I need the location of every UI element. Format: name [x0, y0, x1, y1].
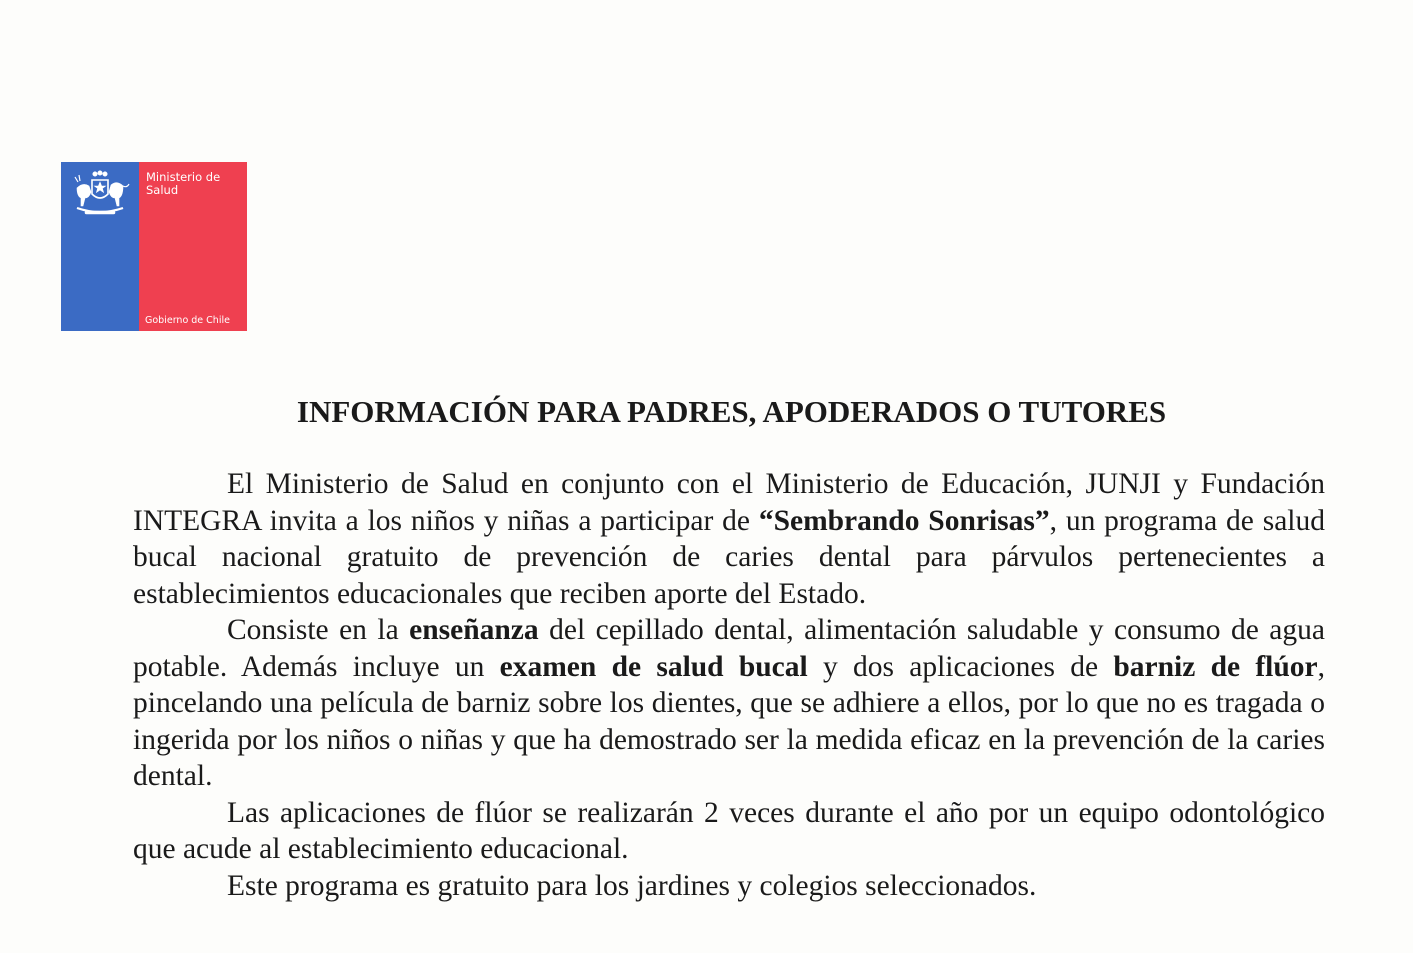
paragraph-2-bold-b: examen de salud bucal: [499, 650, 808, 683]
paragraph-3: Las aplicaciones de flúor se realizarán 2 veces durante el año por un equipo odontológico que acude al establecimiento educacional.: [133, 796, 1325, 865]
paragraph-2-bold-a: enseñanza: [409, 614, 539, 646]
logo-title-line1: Ministerio de: [146, 170, 221, 184]
logo-title-line2: Salud: [146, 183, 179, 197]
logo-footer: Gobierno de Chile: [145, 315, 230, 326]
paragraph-2-text-b: del cepillado dental, alimentación saludable y consumo de agua potable. Además incluye un: [133, 614, 1325, 683]
paragraph-2: [133, 612, 1325, 795]
logo-red-panel: [139, 162, 247, 331]
paragraph-2-text-d: , pincelando una película de barniz sobre los dientes, que se adhiere a ellos, por lo que no es tragada o ingerida por los niños o niñas y que ha demostrado ser la medida eficaz en la prevención de la caries dental.: [133, 650, 1326, 792]
chile-coat-of-arms-icon: [67, 168, 131, 218]
ministerio-salud-logo: [61, 162, 247, 331]
paragraph-4: Este programa es gratuito para los jardines y colegios seleccionados.: [227, 869, 1037, 902]
logo-title: [146, 171, 220, 197]
document-title: INFORMACIÓN PARA PADRES, APODERADOS O TUTORES: [296, 394, 1167, 429]
logo-blue-panel: [61, 162, 139, 331]
paragraph-2-bold-c: barniz de flúor: [1113, 650, 1318, 683]
paragraph-1: [133, 466, 1325, 612]
paragraph-2-text-a: Consiste en la: [227, 614, 410, 646]
paragraph-1-text-a: El Ministerio de Salud en conjunto con el Ministerio de Educación, JUNJI y Fundación INTEGRA invita a los niños y niñas a participar de: [133, 468, 1325, 537]
paragraph-1-text-b: , un programa de salud bucal nacional gratuito de prevención de caries dental para párvulos pertenecientes a establecimientos educacionales que reciben aporte del Estado.: [133, 504, 1325, 610]
paragraph-2-text-c: y dos aplicaciones de: [807, 650, 1114, 683]
document-body: [133, 466, 1325, 904]
program-name: “Sembrando Sonrisas”: [758, 504, 1050, 537]
